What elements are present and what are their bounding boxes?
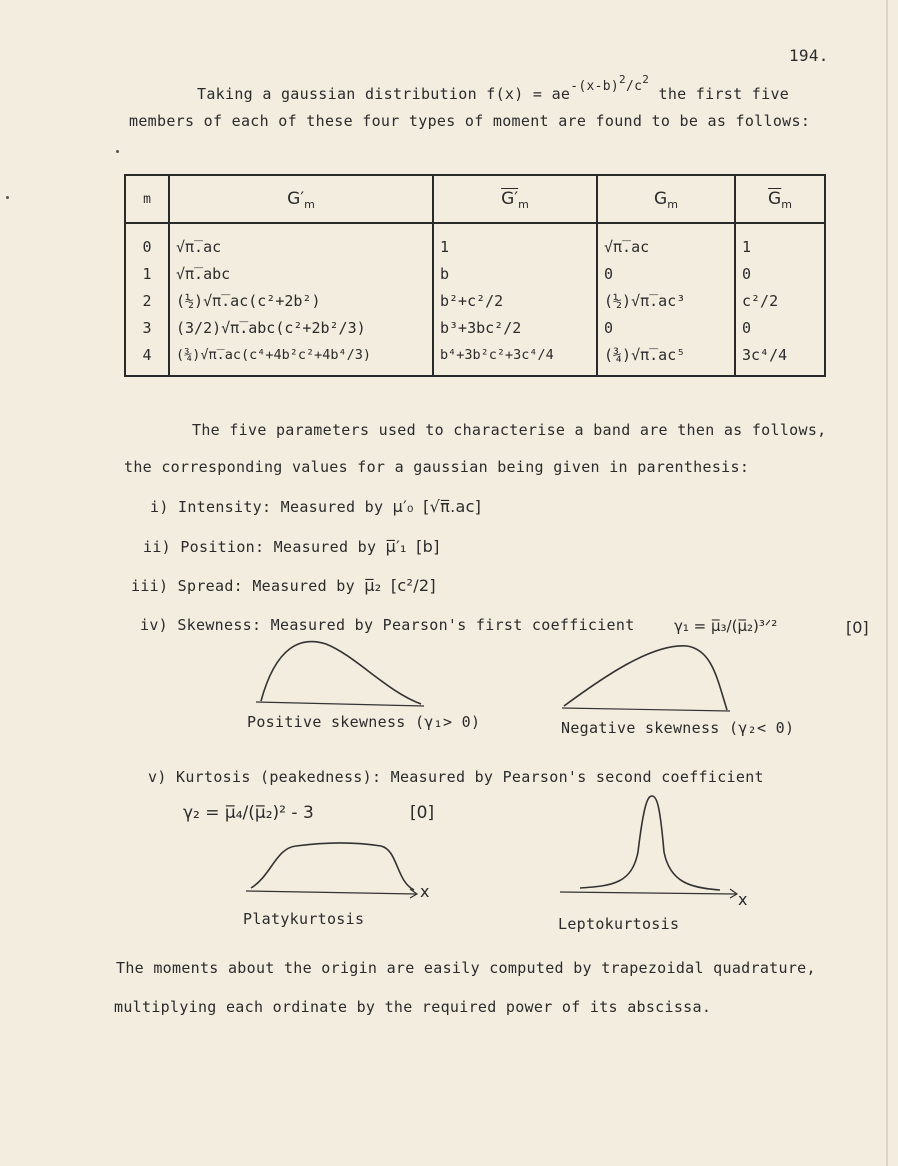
table-cell: √π̅.ac — [604, 238, 650, 256]
item-text: Spread: Measured by — [177, 577, 355, 595]
table-cell: b — [440, 265, 450, 283]
item-symbol: μ′₀ — [392, 497, 414, 516]
table-cell: (3/2)√π̅.abc(c²+2b²/3) — [176, 319, 366, 337]
item-skewness — [140, 616, 635, 634]
table-cell: 1 — [742, 238, 752, 256]
intro-prefix: Taking a gaussian distribution f(x) = ae — [197, 85, 571, 103]
parameters-line-2: the corresponding values for a gaussian being given in parenthesis: — [124, 458, 750, 476]
table-cell: b²+c²/2 — [440, 292, 504, 310]
header-g-bar: $\overline{G}_m$ — [735, 175, 825, 223]
item-intensity — [150, 497, 481, 516]
intro-line-2: members of each of these four types of moment are found to be as follows: — [129, 112, 811, 130]
curve-line — [261, 642, 421, 704]
table-cell: (¾)√π̅.ac⁵ — [604, 346, 686, 364]
table-cell: (½)√π̅.ac³ — [604, 292, 686, 310]
table-cell: √π̅.abc — [176, 265, 231, 283]
leptokurtosis-curve — [560, 792, 750, 902]
item-kurtosis — [148, 768, 764, 786]
table-cell: 1 — [440, 238, 450, 256]
item-value: [b] — [416, 537, 440, 556]
item-position — [143, 537, 440, 556]
column-g-bar — [735, 223, 825, 376]
item-value: [√π̅.ac] — [423, 497, 482, 516]
intro-exponent-sq: 2 — [619, 73, 626, 86]
curve-line — [251, 843, 414, 890]
column-g — [597, 223, 735, 376]
skewness-value: [0] — [846, 618, 869, 637]
platy-axis-label: x — [420, 882, 430, 901]
kurtosis-value: [0] — [410, 803, 435, 823]
table-cell: √π̅.ac — [176, 238, 222, 256]
stray-mark — [6, 196, 9, 199]
positive-skew-label: Positive skewness (γ₁> 0) — [247, 713, 481, 731]
header-g-bar-prime: $G'_m$ — [433, 175, 597, 223]
item-spread — [131, 576, 436, 595]
table-cell: 0 — [604, 319, 614, 337]
positive-skew-curve — [256, 636, 426, 716]
item-number: iii) — [131, 577, 169, 595]
item-number: v) — [148, 768, 167, 786]
baseline — [562, 708, 730, 711]
table-cell: b³+3bc²/2 — [440, 319, 522, 337]
item-text: Position: Measured by — [180, 538, 377, 556]
platykurtosis-label: Platykurtosis — [243, 910, 365, 928]
page-number: 194. — [789, 46, 829, 65]
item-number: i) — [150, 498, 169, 516]
table-cell: b⁴+3b²c²+3c⁴/4 — [440, 347, 554, 363]
table-cell: 1 — [142, 265, 152, 283]
table-cell: 0 — [142, 238, 152, 256]
page-edge — [886, 0, 888, 1166]
intro-line-1 — [197, 73, 790, 103]
column-g-prime — [169, 223, 433, 376]
kurtosis-formula: γ₂ = μ̅₄/(μ̅₂)² - 3 — [183, 803, 314, 823]
intro-exponent-div: /c — [625, 79, 643, 94]
table-cell: 4 — [142, 346, 152, 364]
item-value: [c²/2] — [390, 576, 436, 595]
item-number: iv) — [140, 616, 168, 634]
x-axis — [246, 891, 416, 894]
x-axis — [560, 892, 736, 894]
item-symbol: μ̅′₁ — [385, 537, 407, 556]
table-cell: (¾)√π̅.ac(c⁴+4b²c²+4b⁴/3) — [176, 347, 372, 363]
closing-line-2: multiplying each ordinate by the required power of its abscissa. — [114, 998, 712, 1016]
closing-line-1: The moments about the origin are easily computed by trapezoidal quadrature, — [116, 959, 816, 977]
item-number: ii) — [143, 538, 171, 556]
table-cell: 0 — [742, 319, 752, 337]
header-m: m — [125, 175, 169, 223]
table-cell: 2 — [142, 292, 152, 310]
moments-table — [124, 174, 826, 377]
table-cell: 3c⁴/4 — [742, 346, 788, 364]
column-m — [125, 223, 169, 376]
table-header-row — [125, 175, 825, 223]
item-text: Intensity: Measured by — [178, 498, 384, 516]
baseline — [256, 702, 424, 706]
table-cell: 0 — [604, 265, 614, 283]
curve-line — [580, 796, 720, 890]
leptokurtosis-label: Leptokurtosis — [558, 915, 680, 933]
stray-mark — [116, 150, 119, 153]
lepto-axis-label: x — [738, 890, 748, 909]
header-g-prime: $G'_m$ — [169, 175, 433, 223]
item-text: Skewness: Measured by Pearson's first coefficient — [177, 616, 635, 634]
table-cell: 3 — [142, 319, 152, 337]
item-text: Kurtosis (peakedness): Measured by Pearson's second coefficient — [176, 768, 764, 786]
intro-exponent-div-sq: 2 — [642, 73, 650, 86]
header-g: $G_m$ — [597, 175, 735, 223]
table-cell: c²/2 — [742, 292, 779, 310]
parameters-line-1: The five parameters used to characterise a band are then as follows, — [192, 421, 827, 439]
table-cell: (½)√π̅.ac(c²+2b²) — [176, 292, 321, 310]
intro-exponent: -(x-b) — [570, 79, 619, 94]
skewness-formula: γ₁ = μ̅₃/(μ̅₂)³ᐟ² — [674, 617, 778, 635]
table-body-row — [125, 223, 825, 376]
negative-skew-curve — [562, 638, 732, 718]
curve-line — [564, 646, 727, 710]
column-g-bar-prime — [433, 223, 597, 376]
table-cell: 0 — [742, 265, 752, 283]
intro-suffix: the first five — [658, 85, 790, 103]
item-symbol: μ̅₂ — [364, 576, 382, 595]
negative-skew-label: Negative skewness (γ₂< 0) — [561, 719, 795, 737]
platykurtosis-curve — [246, 836, 436, 906]
